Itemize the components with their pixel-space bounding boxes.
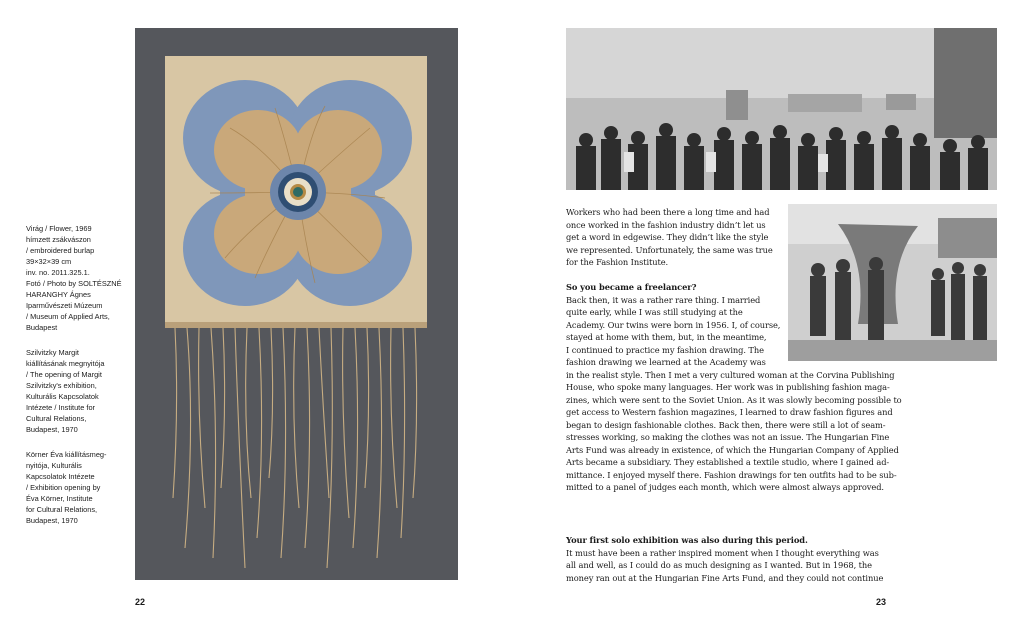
text-line: Workers who had been there a long time and had [566, 207, 770, 217]
flower-tapestry-illustration [135, 28, 458, 580]
caption-line: Fotó / Photo by SOLTÉSZNÉ [26, 279, 122, 288]
text-line: I continued to practice my fashion drawing. The [566, 344, 764, 355]
caption-flower [26, 223, 130, 333]
exhibition-photo-illustration [788, 204, 997, 361]
caption-line: Szilvitzky's exhibition, [26, 381, 97, 390]
caption-line: Virág / Flower, 1969 [26, 224, 92, 233]
text-line: once worked in the fashion industry didn’t let us [566, 219, 766, 230]
text-line: get a word in edgewise. They didn’t like the style [566, 232, 769, 242]
caption-line: HARANGHY Ágnes [26, 290, 91, 299]
caption-line: / Exhibition opening by [26, 483, 101, 492]
crowd-photo-illustration [566, 28, 997, 190]
text-line: Back then, it was a rather rare thing. I married [566, 294, 761, 305]
knotted-band [165, 322, 427, 328]
caption-line: / The opening of Margit [26, 370, 102, 379]
exhibition-opening-photo [566, 28, 997, 190]
caption-line: Körner Éva kiállításmeg- [26, 450, 107, 459]
exhibition-korner-photo [788, 204, 997, 361]
caption-line: Kulturális Kapcsolatok [26, 392, 99, 401]
caption-line: Kapcsolatok Intézete [26, 472, 95, 481]
text-line: It must have been a rather inspired moment when I thought everything was [566, 547, 879, 558]
text-line: House, who spoke many languages. Her work was in publishing fashion maga- [566, 382, 890, 392]
page-number-left: 22 [135, 597, 146, 607]
caption-line: nyitója, Kulturális [26, 461, 82, 470]
caption-line: / Museum of Applied Arts, [26, 312, 110, 321]
caption-line: Éva Körner, Institute [26, 494, 93, 503]
text-line: fashion drawing we learned at the Academy was [566, 357, 766, 367]
text-line: get access to Western fashion magazines, I learned to draw fashion figures and [566, 407, 893, 417]
text-line: mittance. I enjoyed myself there. Fashion drawings for ten outfits had to be sub- [566, 469, 897, 480]
text-line: zines, which were sent to the Soviet Union. As it was slowly becoming possible to [566, 394, 902, 405]
caption-korner-opening [26, 449, 130, 526]
question-heading-freelancer: So you became a freelancer? [566, 282, 697, 292]
caption-line: hímzett zsákvászon [26, 235, 91, 244]
text-line: mitted to a panel of judges each month, which were almost always approved. [566, 482, 884, 492]
caption-line: Iparművészeti Múzeum [26, 301, 103, 310]
image-captions [26, 223, 130, 540]
text-line: began to design fashionable clothes. Back then, there were still a lot of seam- [566, 419, 886, 430]
caption-szilvitzky-opening [26, 347, 130, 435]
caption-line: for Cultural Relations, [26, 505, 98, 514]
text-line: stayed at home with them, but, in the meantime, [566, 332, 767, 342]
caption-line: 39×32×39 cm [26, 257, 72, 266]
caption-line: Cultural Relations, [26, 414, 87, 423]
caption-line: Intézete / Institute for [26, 403, 96, 412]
caption-line: Budapest, 1970 [26, 516, 78, 525]
interview-text-narrow-column [566, 206, 902, 494]
caption-line: Budapest, 1970 [26, 425, 78, 434]
text-line: quite early, while I was still studying at the [566, 307, 743, 317]
text-line: Academy. Our twins were born in 1956. I, of course, [566, 319, 781, 330]
text-line: stresses working, so making the clothes was not an issue. The Hungarian Fine [566, 432, 890, 442]
text-line: in the realist style. Then I met a very cultured woman at the Corvina Publishing [566, 369, 895, 380]
caption-line: inv. no. 2011.325.1. [26, 268, 90, 277]
flower-tapestry-photo [135, 28, 458, 580]
interview-text-second-question [566, 534, 997, 584]
caption-line: kiállításának megnyitója [26, 359, 105, 368]
text-line: Arts Fund was already in existence, of which the Hungarian Company of Applied [566, 444, 899, 455]
text-line: Arts became a subsidiary. They established a textile studio, where I gained ad- [566, 457, 890, 467]
caption-line: / embroidered burlap [26, 246, 95, 255]
text-line: money ran out at the Hungarian Fine Arts Fund, and they could not continue [566, 572, 884, 583]
center-teal [293, 187, 303, 197]
text-line: we represented. Unfortunately, the same was true [566, 244, 773, 255]
caption-line: Budapest [26, 323, 58, 332]
question-heading-solo-exhibition: Your first solo exhibition was also during this period. [566, 535, 808, 545]
text-line: for the Fashion Institute. [566, 257, 669, 267]
page-number-right: 23 [876, 597, 887, 607]
caption-line: Szilvitzky Margit [26, 348, 79, 357]
text-line: all and well, as I could do as much designing as I wanted. But in 1968, the [566, 560, 872, 570]
